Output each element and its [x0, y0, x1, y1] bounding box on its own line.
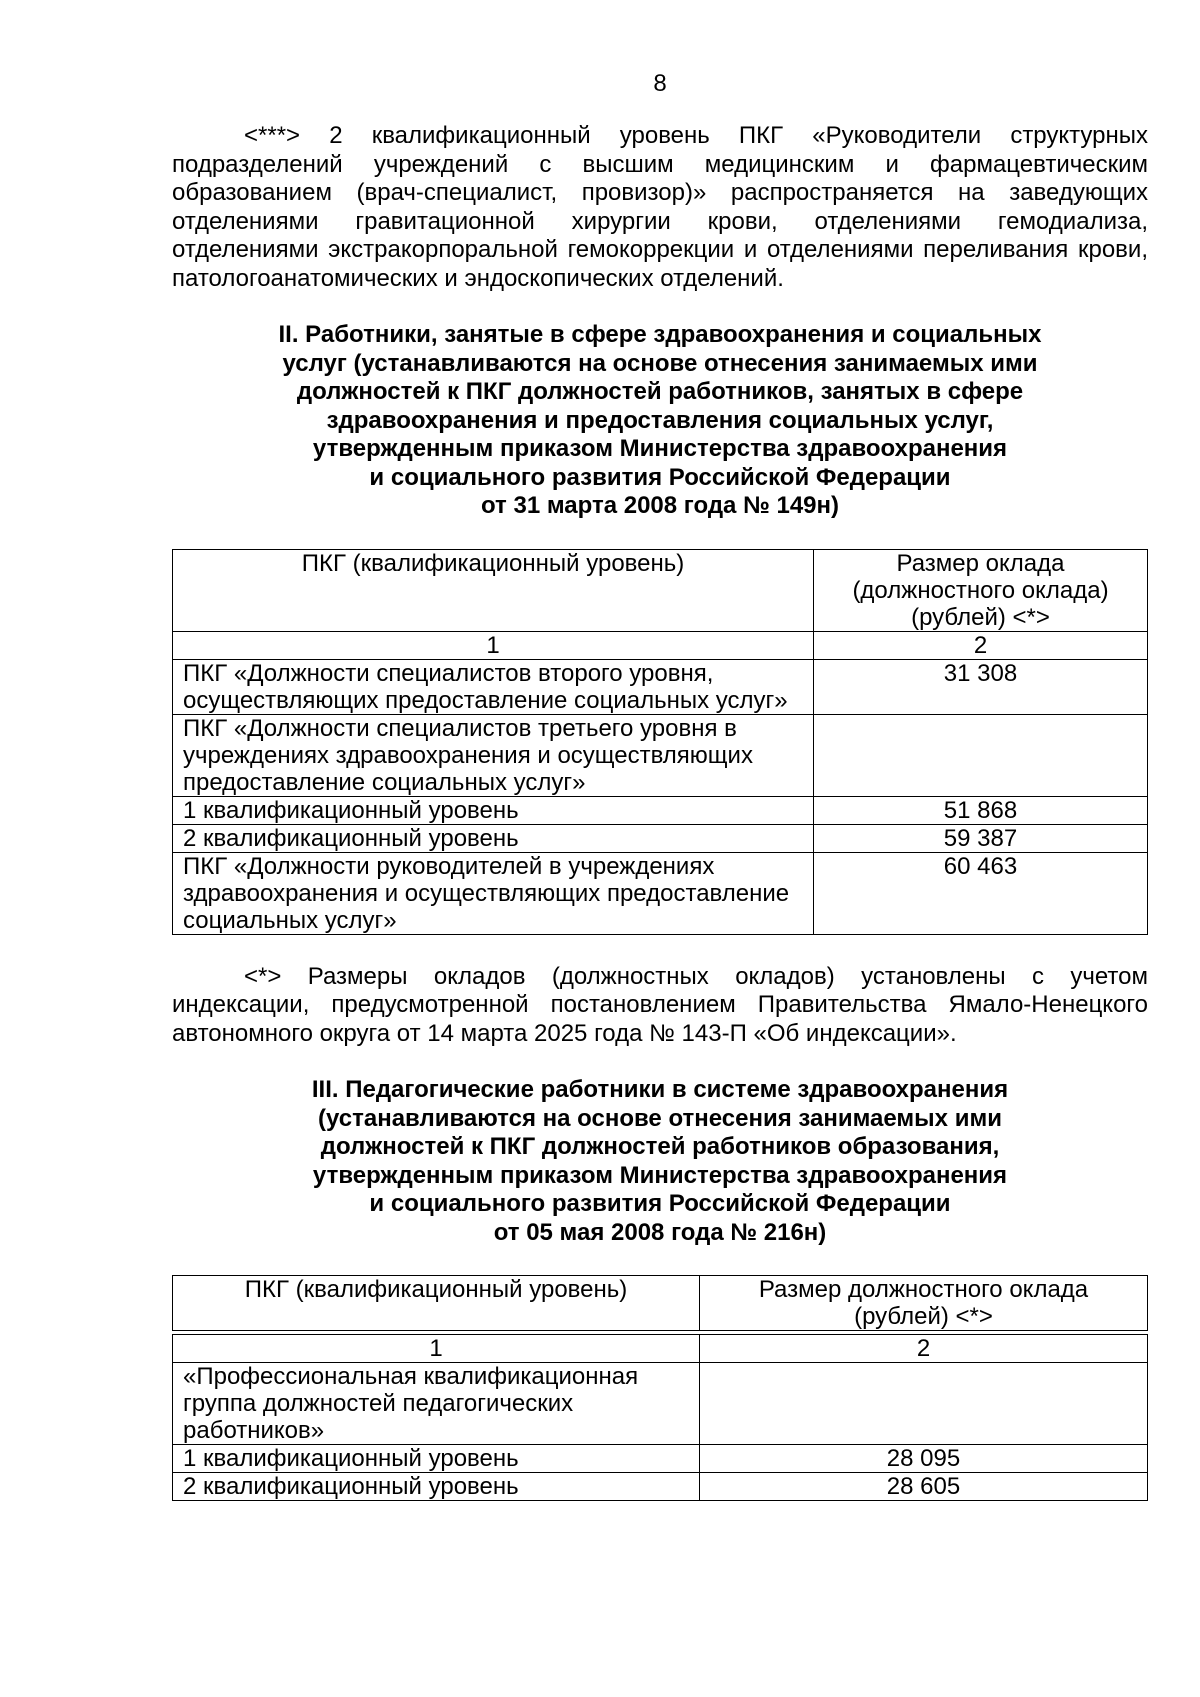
column-number-row	[173, 1335, 1148, 1363]
group-name: ПКГ «Должности руководителей в учреждениях здравоохранения и осуществляющих предоставление социальных услуг»	[173, 852, 814, 934]
column-number: 2	[814, 631, 1148, 659]
column-number: 2	[700, 1335, 1148, 1363]
section-3-table	[172, 1275, 1148, 1501]
heading-line: услуг (устанавливаются на основе отнесения занимаемых ими	[282, 349, 1038, 377]
section-2-table	[172, 549, 1148, 935]
salary-value: 60 463	[814, 852, 1148, 934]
table-header-row	[173, 1276, 1148, 1331]
heading-line: утвержденным приказом Министерства здравоохранения	[312, 435, 1008, 462]
salary-value: 51 868	[814, 796, 1148, 824]
header-cell: Размер оклада (должностного оклада) (рублей) <*>	[814, 549, 1148, 631]
table-row	[173, 714, 1148, 796]
page-content	[172, 122, 1148, 1501]
group-name: 2 квалификационный уровень	[173, 824, 814, 852]
section-2-heading	[172, 321, 1148, 521]
salary-value: 31 308	[814, 659, 1148, 714]
group-name: 1 квалификационный уровень	[173, 1445, 700, 1473]
column-number: 1	[173, 631, 814, 659]
heading-line: здравоохранения и предоставления социальных услуг,	[326, 406, 994, 434]
group-name: 2 квалификационный уровень	[173, 1473, 700, 1501]
heading-line: II. Работники, занятые в сфере здравоохранения и социальных	[278, 321, 1042, 348]
salary-value	[700, 1363, 1148, 1445]
salary-value	[814, 714, 1148, 796]
table-row	[173, 1473, 1148, 1501]
heading-line: утвержденным приказом Министерства здравоохранения	[312, 1161, 1008, 1189]
table-row	[173, 796, 1148, 824]
table-row	[173, 1363, 1148, 1445]
heading-line: должностей к ПКГ должностей работников, занятых в сфере	[296, 378, 1024, 405]
header-cell: ПКГ (квалификационный уровень)	[173, 549, 814, 631]
heading-line: III. Педагогические работники в системе здравоохранения	[311, 1076, 1009, 1103]
group-name: ПКГ «Должности специалистов третьего уровня в учреждениях здравоохранения и осуществляющих предоставление социальных услуг»	[173, 714, 814, 796]
table-header-row	[173, 549, 1148, 631]
group-name: 1 квалификационный уровень	[173, 796, 814, 824]
heading-line: от 31 марта 2008 года № 149н)	[480, 492, 840, 519]
heading-line: и социального развития Российской Федерации	[369, 463, 951, 491]
column-number-row	[173, 631, 1148, 659]
heading-line: (устанавливаются на основе отнесения занимаемых ими	[318, 1104, 1002, 1132]
group-name: ПКГ «Должности специалистов второго уровня, осуществляющих предоставление социальных услуг»	[173, 659, 814, 714]
section-3-heading	[172, 1076, 1148, 1247]
table-row	[173, 824, 1148, 852]
salary-value: 28 605	[700, 1473, 1148, 1501]
table-row	[173, 1445, 1148, 1473]
note-three-stars: <***> 2 квалификационный уровень ПКГ «Руководители структурных подразделений учреждений с высшим медицинским и фармацевтическим образованием (врач-специалист, провизор)» распространяется на заведующих отделениями гравитационной хирургии крови, отделениями гемодиализа, отделениями экстракорпоральной гемокоррекции и отделениями переливания крови, патологоанатомических и эндоскопических отделений.	[172, 122, 1148, 292]
column-number: 1	[173, 1335, 700, 1363]
page-number: 8	[653, 70, 667, 97]
header-cell: ПКГ (квалификационный уровень)	[173, 1276, 700, 1331]
heading-line: от 05 мая 2008 года № 216н)	[493, 1218, 827, 1246]
table-row	[173, 852, 1148, 934]
header-cell: Размер должностного оклада (рублей) <*>	[700, 1276, 1148, 1331]
note-star: <*> Размеры окладов (должностных окладов) установлены с учетом индексации, предусмотренной постановлением Правительства Ямало-Ненецкого автономного округа от 14 марта 2025 года № 143-П «Об индексации».	[172, 962, 1148, 1047]
heading-line: должностей к ПКГ должностей работников образования,	[320, 1133, 1000, 1160]
table-row	[173, 659, 1148, 714]
salary-value: 28 095	[700, 1445, 1148, 1473]
heading-line: и социального развития Российской Федерации	[369, 1190, 951, 1217]
salary-value: 59 387	[814, 824, 1148, 852]
group-name: «Профессиональная квалификационная группа должностей педагогических работников»	[173, 1363, 700, 1445]
